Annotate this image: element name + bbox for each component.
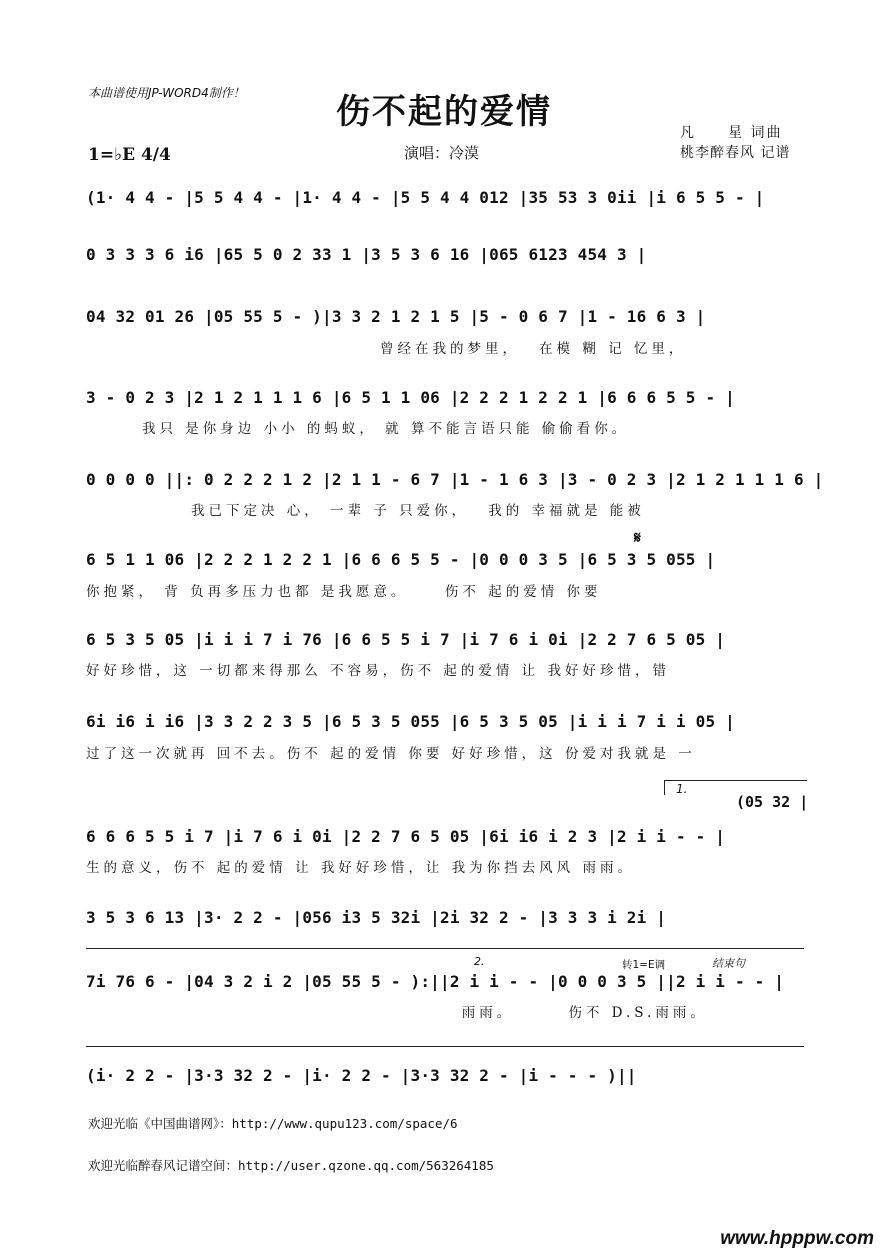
volta-1-label: 1. [676, 782, 688, 796]
lyric-line: 我只 是你身边 小小 的蚂蚁， 就 算不能言语只能 偷偷看你。 [142, 421, 630, 437]
notation-row: 3 - 0 2 3 |2 1 2 1 1 1 6 |6 5 1 1 06 |2 2 2 1 2 2 1 |6 6 6 5 5 - | [86, 388, 735, 407]
singer-credit: 演唱：冷漠 [404, 144, 480, 162]
staff-rule [86, 1046, 804, 1047]
transcriber-credit: 桃李醉春风 记谱 [680, 145, 791, 161]
key-signature: 1=♭E 4/4 [88, 145, 171, 165]
lyric-line: 曾经在我的梦里， 在模 糊 记 忆里， [380, 341, 687, 357]
watermark-logo: www.hpppw.com [720, 1228, 874, 1249]
footer-site-2: 欢迎光临醉春风记谱空间：http://user.qzone.qq.com/563264185 [88, 1158, 494, 1173]
notation-row: 0 0 0 0 ||: 0 2 2 2 1 2 |2 1 1 - 6 7 |1 - 1 6 3 |3 - 0 2 3 |2 1 2 1 1 1 6 | [86, 470, 824, 489]
composer-credit: 凡 星 词曲 [680, 125, 783, 141]
notation-row: 0 3 3 3 6 i6 |65 5 0 2 33 1 |3 5 3 6 16 |065 6123 454 3 | [86, 245, 647, 264]
notation-row: (1· 4 4 - |5 5 4 4 - |1· 4 4 - |5 5 4 4 012 |35 53 3 0ii |i 6 5 5 - | [86, 188, 765, 207]
notation-row: 3 5 3 6 13 |3· 2 2 - |056 i3 5 32i |2i 32 2 - |3 3 3 i 2i | [86, 908, 667, 927]
maker-note: 本曲谱使用JP-WORD4制作！ [88, 86, 245, 100]
notation-row: 7i 76 6 - |04 3 2 i 2 |05 55 5 - ):||2 i i - - |0 0 0 3 5 ||2 i i - - | [86, 972, 785, 991]
staff-rule [86, 948, 804, 949]
volta-2-label: 2. [474, 955, 485, 968]
notation-row: 6i i6 i i6 |3 3 2 2 3 5 |6 5 3 5 055 |6 5 3 5 05 |i i i 7 i i 05 | [86, 712, 735, 731]
footer-site-1: 欢迎光临《中国曲谱网》：http://www.qupu123.com/space/6 [88, 1116, 458, 1131]
segno-sign: 𝄋 [634, 528, 641, 547]
notation-row: 04 32 01 26 |05 55 5 - )|3 3 2 1 2 1 5 |5 - 0 6 7 |1 - 16 6 3 | [86, 307, 706, 326]
notation-row: (i· 2 2 - |3·3 32 2 - |i· 2 2 - |3·3 32 2 - |i - - - )|| [86, 1066, 637, 1085]
lyric-line: 过了这一次就再 回不去。伤不 起的爱情 你要 好好珍惜，这 份爱对我就是 一 [86, 746, 696, 762]
song-title: 伤不起的爱情 [336, 92, 552, 132]
notation-row: 6 5 1 1 06 |2 2 2 1 2 2 1 |6 6 6 5 5 - |0 0 0 3 5 |6 5 3 5 055 | [86, 550, 716, 569]
lyric-line: 雨雨。 伤不 D.S.雨雨。 [86, 1005, 708, 1021]
notation-row: 6 5 3 5 05 |i i i 7 i 76 |6 6 5 5 i 7 |i 7 6 i 0i |2 2 7 6 5 05 | [86, 630, 726, 649]
volta-1-notes: (05 32 | [736, 793, 809, 811]
lyric-line: 你抱紧， 背 负再多压力也都 是我愿意。 伤不 起的爱情 你要 [86, 584, 602, 600]
notation-row: 6 6 6 5 5 i 7 |i 7 6 i 0i |2 2 7 6 5 05 |6i i6 i 2 3 |2 i i - - | [86, 827, 726, 846]
lyric-line: 我已下定决 心， 一辈 子 只爱你， 我的 幸福就是 能被 [86, 503, 645, 519]
lyric-line: 好好珍惜，这 一切都来得那么 不容易，伤不 起的爱情 让 我好好珍惜，错 [86, 663, 670, 679]
ending-phrase-label: 结束句 [712, 957, 745, 970]
modulation-marking: 转1=E调 [622, 959, 666, 971]
lyric-line: 生的意义，伤不 起的爱情 让 我好好珍惜，让 我为你挡去风风 雨雨。 [86, 860, 635, 876]
